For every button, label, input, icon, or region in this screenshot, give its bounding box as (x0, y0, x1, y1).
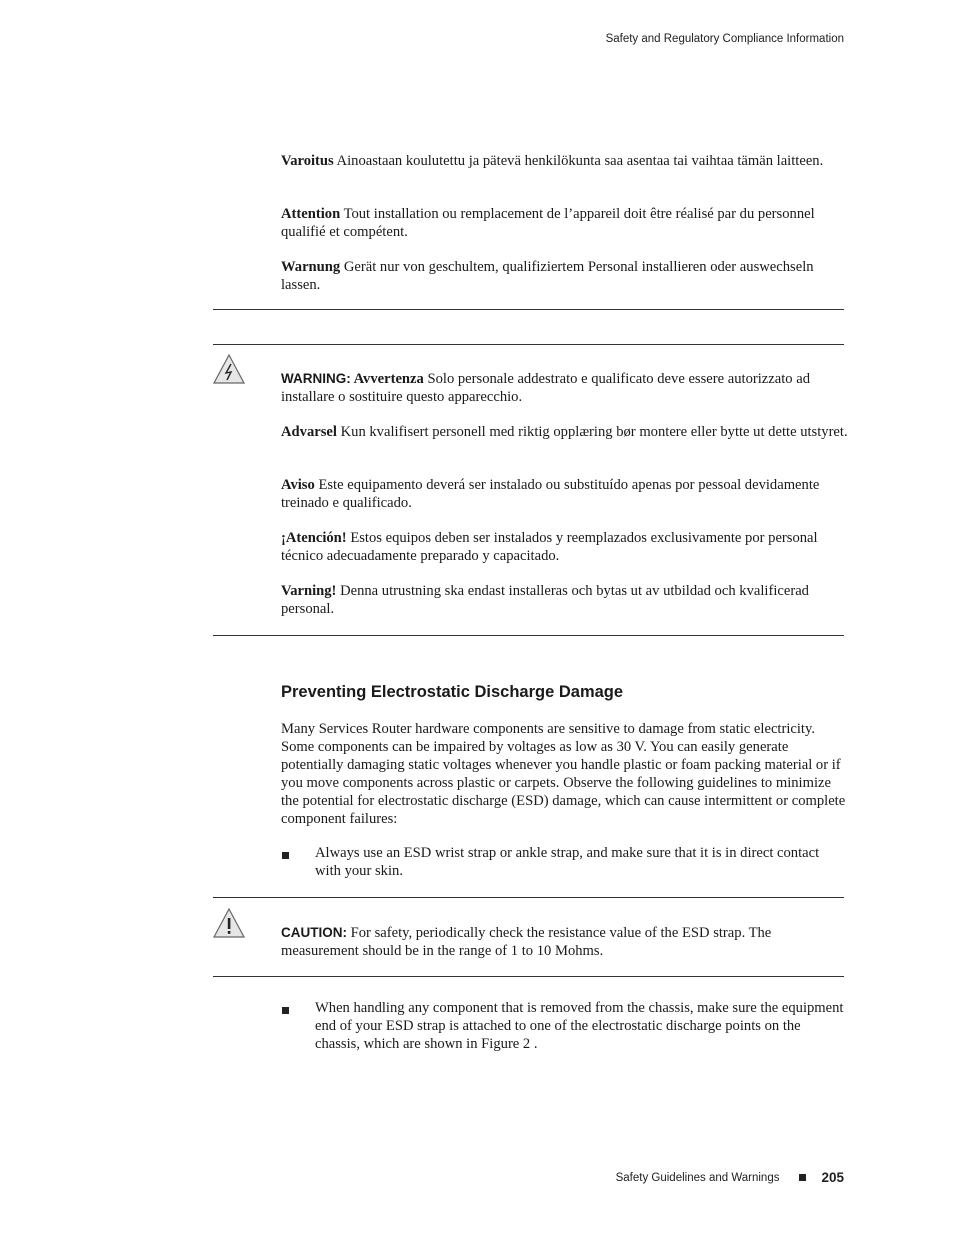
warning-norwegian (281, 423, 851, 441)
warning-finnish (281, 152, 851, 170)
bullet-item: Always use an ESD wrist strap or ankle strap, and make sure that it is in direct contact with your skin. (315, 845, 820, 879)
warning-label: Avvertenza (350, 371, 424, 387)
warning-text: Kun kvalifisert personell med riktig opplæring bør montere eller bytte ut dette utstyret. (336, 424, 848, 440)
footer-section-title: Safety Guidelines and Warnings (615, 1171, 780, 1184)
warning-label: ¡Atención! (281, 530, 347, 546)
bullet-item: When handling any component that is removed from the chassis, make sure the equipment end of your ESD strap is attached to one of the electrostatic discharge points on the chassis, which are shown in Figure 2 . (315, 1000, 844, 1052)
bullet-marker (282, 1007, 289, 1014)
warning-text: Solo personale addestrato e qualificato deve essere autorizzato ad installare o sostituire questo apparecchio. (281, 371, 810, 405)
warning-label: Varoitus (281, 153, 334, 169)
divider (213, 309, 844, 310)
caution-text: For safety, periodically check the resistance value of the ESD strap. The measurement should be in the range of 1 to 10 Mohms. (281, 925, 772, 959)
warning-text: Denna utrustning ska endast installeras och bytas ut av utbildad och kvalificerad personal. (281, 583, 809, 617)
warning-label: Attention (281, 206, 341, 222)
warning-label: Advarsel (281, 424, 337, 440)
warning-swedish (281, 582, 851, 618)
warning-text: Ainoastaan koulutettu ja pätevä henkilökunta saa asentaa tai vaihtaa tämän laitteen. (333, 153, 824, 169)
electrical-hazard-icon (212, 353, 246, 385)
divider (213, 897, 844, 898)
page-footer (616, 1170, 844, 1185)
warning-label: Warnung (281, 259, 341, 275)
divider (213, 344, 844, 345)
caution-note (281, 924, 843, 960)
caution-prefix: CAUTION: (281, 925, 347, 940)
warning-label: Varning! (281, 583, 337, 599)
section-intro: Many Services Router hardware components are sensitive to damage from static electricity. Some components can be impaired by voltages as low as 30 V. You can easily generate potentially damaging static voltages whenever you handle plastic or foam packing material or if you move components across plastic or carpets. Observe the following guidelines to minimize the potential for electrostatic discharge (ESD) damage, which can cause intermittent or complete component failures: (281, 721, 846, 827)
warning-text: Gerät nur von geschultem, qualifiziertem Personal installieren oder auswechseln lassen. (281, 259, 814, 293)
warning-label: Aviso (281, 477, 315, 493)
footer-separator (799, 1174, 806, 1181)
warning-spanish (281, 529, 851, 565)
warning-text: Tout installation ou remplacement de l’appareil doit être réalisé par du personnel qualifié et compétent. (281, 206, 815, 240)
bullet-marker (282, 852, 289, 859)
warning-german (281, 258, 851, 294)
running-header: Safety and Regulatory Compliance Information (605, 33, 844, 45)
warning-text: Estos equipos deben ser instalados y reemplazados exclusivamente por personal técnico adecuadamente preparado y capacitado. (281, 530, 818, 564)
warning-portuguese (281, 476, 851, 512)
caution-icon (212, 907, 246, 939)
warning-text: Este equipamento deverá ser instalado ou substituído apenas por pessoal devidamente treinado e qualificado. (281, 477, 820, 511)
section-heading: Preventing Electrostatic Discharge Damage (281, 683, 624, 701)
warning-italian (281, 370, 851, 406)
warning-prefix: WARNING: (281, 371, 351, 386)
divider (213, 635, 844, 636)
divider (213, 976, 844, 977)
warning-french (281, 205, 851, 241)
page-number: 205 (821, 1170, 844, 1185)
